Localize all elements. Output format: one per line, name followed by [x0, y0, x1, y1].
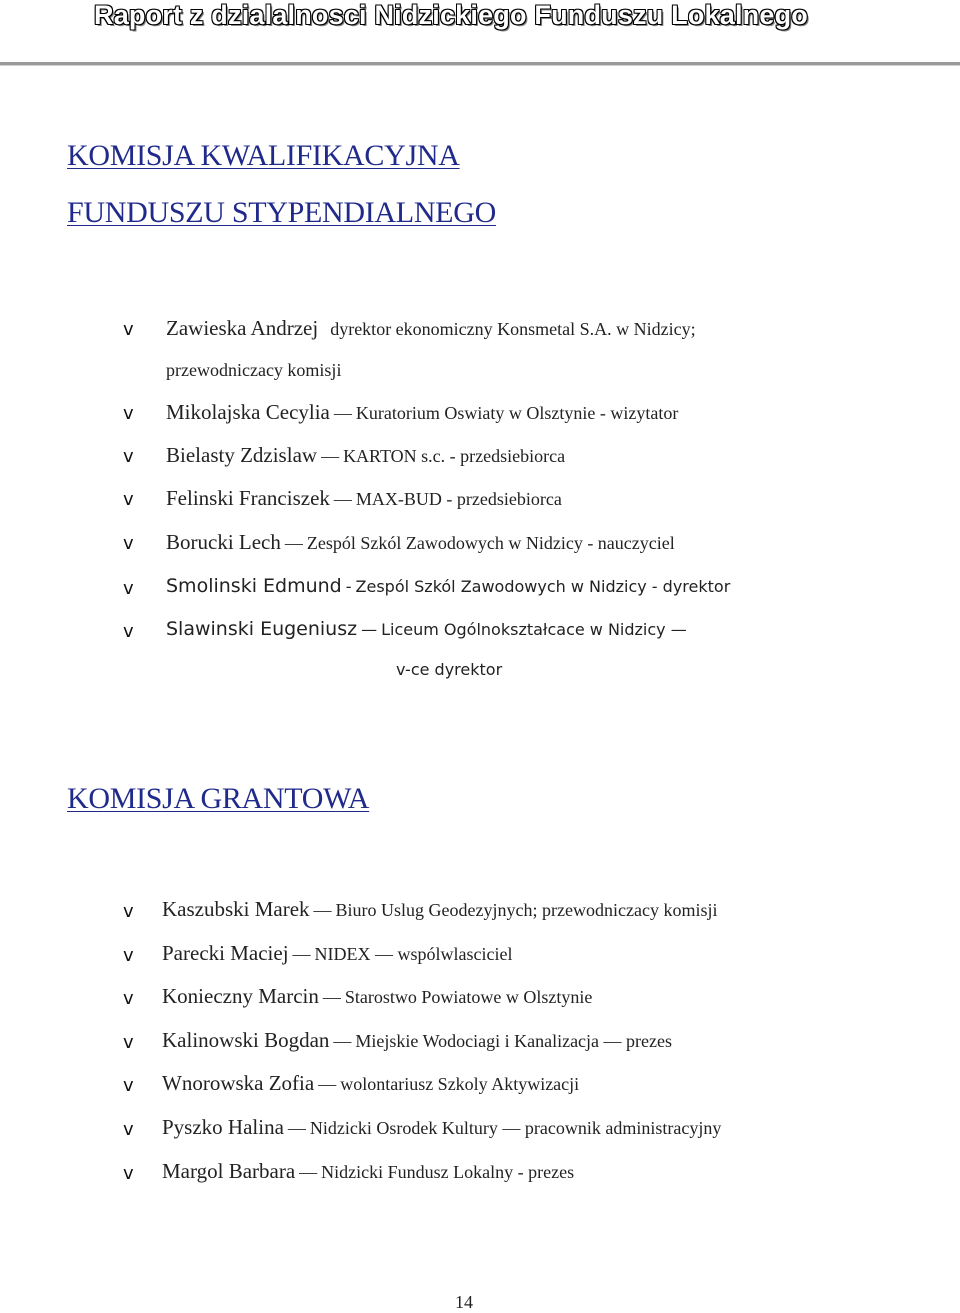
member-role-continuation: przewodniczacy komisji — [166, 360, 342, 380]
bullet-icon: v — [123, 489, 134, 510]
member-role: Zespól Szkól Zawodowych w Nidzicy - dyrektor — [355, 577, 731, 596]
bullet-icon: v — [123, 1032, 134, 1053]
member-name: Konieczny Marcin — [162, 984, 319, 1008]
member-role: Kuratorium Oswiaty w Olsztynie - wizytator — [355, 403, 679, 423]
separator: — — [287, 1118, 306, 1138]
member-role-continuation: v-ce dyrektor — [396, 660, 503, 679]
member-name: Felinski Franciszek — [166, 486, 330, 510]
member-role: Nidzicki Fundusz Lokalny - prezes — [321, 1162, 575, 1182]
member-name: Zawieska Andrzej — [166, 316, 319, 340]
member-name: Borucki Lech — [166, 530, 281, 554]
separator: — — [284, 533, 303, 553]
bullet-icon: v — [123, 578, 134, 599]
section-heading-stypendialny: FUNDUSZU STYPENDIALNEGO — [67, 196, 496, 229]
member-role: KARTON s.c. - przedsiebiorca — [343, 446, 566, 466]
separator: — — [333, 489, 352, 509]
member-name: Kalinowski Bogdan — [162, 1028, 330, 1052]
bullet-icon: v — [123, 1075, 134, 1096]
bullet-icon: v — [123, 621, 134, 642]
separator: — — [292, 944, 311, 964]
member-role: MAX-BUD - przedsiebiorca — [355, 489, 562, 509]
separator: — — [299, 1162, 318, 1182]
bullet-icon: v — [123, 988, 134, 1009]
member-role: dyrektor ekonomiczny Konsmetal S.A. w Nidzicy; — [330, 319, 696, 339]
member-name: Slawinski Eugeniusz — [166, 618, 358, 640]
bullet-icon: v — [123, 403, 134, 424]
member-name: Bielasty Zdzislaw — [166, 443, 318, 467]
member-name: Kaszubski Marek — [162, 897, 310, 921]
separator: — — [322, 987, 341, 1007]
member-name: Parecki Maciej — [162, 941, 289, 965]
bullet-icon: v — [123, 446, 134, 467]
member-name: Mikolajska Cecylia — [166, 400, 330, 424]
separator: — — [361, 620, 378, 639]
separator: — — [313, 900, 332, 920]
bullet-icon: v — [123, 1163, 134, 1184]
separator: - — [345, 577, 352, 596]
member-name: Wnorowska Zofia — [162, 1071, 315, 1095]
member-role: Miejskie Wodociagi i Kanalizacja — prezes — [355, 1031, 673, 1051]
member-role: Liceum Ogólnokształcace w Nidzicy — — [381, 620, 687, 639]
bullet-icon: v — [123, 1119, 134, 1140]
separator: — — [333, 403, 352, 423]
page-number: 14 — [455, 1292, 473, 1312]
member-role: Nidzicki Osrodek Kultury — pracownik administracyjny — [309, 1118, 722, 1138]
separator: — — [333, 1031, 352, 1051]
report-title: Raport z dzialalnosci Nidzickiego Funduszu Lokalnego — [94, 0, 808, 30]
separator: — — [318, 1074, 337, 1094]
member-name: Margol Barbara — [162, 1159, 296, 1183]
member-name: Pyszko Halina — [162, 1115, 284, 1139]
member-role: Zespól Szkól Zawodowych w Nidzicy - nauczyciel — [306, 533, 675, 553]
bullet-icon: v — [123, 901, 134, 922]
member-role: NIDEX — wspólwlasciciel — [314, 944, 513, 964]
member-name: Smolinski Edmund — [166, 575, 342, 597]
section-heading-kwalifikacyjna: KOMISJA KWALIFIKACYJNA — [67, 139, 460, 172]
bullet-icon: v — [123, 533, 134, 554]
section-heading-grantowa: KOMISJA GRANTOWA — [67, 782, 370, 815]
bullet-icon: v — [123, 319, 134, 340]
separator: — — [321, 446, 340, 466]
member-role: wolontariusz Szkoly Aktywizacji — [340, 1074, 580, 1094]
header-divider — [0, 62, 960, 66]
bullet-icon: v — [123, 945, 134, 966]
member-role: Biuro Uslug Geodezyjnych; przewodniczacy komisji — [335, 900, 718, 920]
member-role: Starostwo Powiatowe w Olsztynie — [344, 987, 593, 1007]
